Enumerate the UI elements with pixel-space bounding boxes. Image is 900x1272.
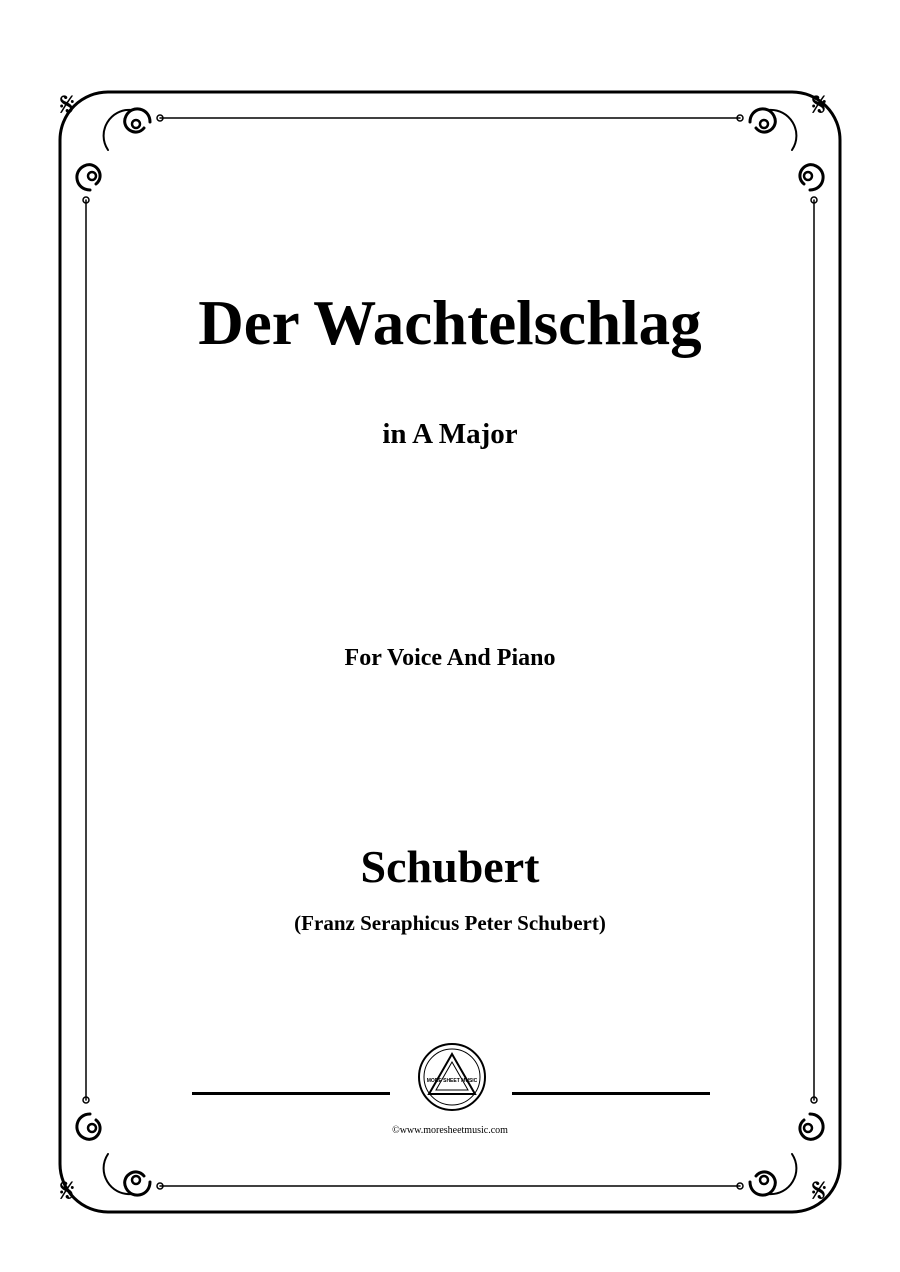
- divider-left: [192, 1092, 390, 1095]
- instrumentation: For Voice And Piano: [344, 645, 556, 671]
- song-title: Der Wachtelschlag: [198, 288, 702, 358]
- copyright-notice: ©www.moresheetmusic.com: [392, 1125, 508, 1136]
- divider-right: [512, 1092, 710, 1095]
- key-signature: in A Major: [382, 418, 518, 450]
- composer-name: Schubert: [360, 841, 540, 892]
- logo-text: MORE SHEET MUSIC: [426, 1078, 478, 1084]
- segno-icon: 𝄋: [60, 85, 75, 125]
- segno-icon: 𝄋: [812, 85, 827, 125]
- segno-icon: 𝄋: [812, 1171, 827, 1211]
- publisher-logo: [417, 1042, 487, 1112]
- composer-full-name: (Franz Seraphicus Peter Schubert): [294, 911, 606, 935]
- segno-icon: 𝄋: [60, 1171, 75, 1211]
